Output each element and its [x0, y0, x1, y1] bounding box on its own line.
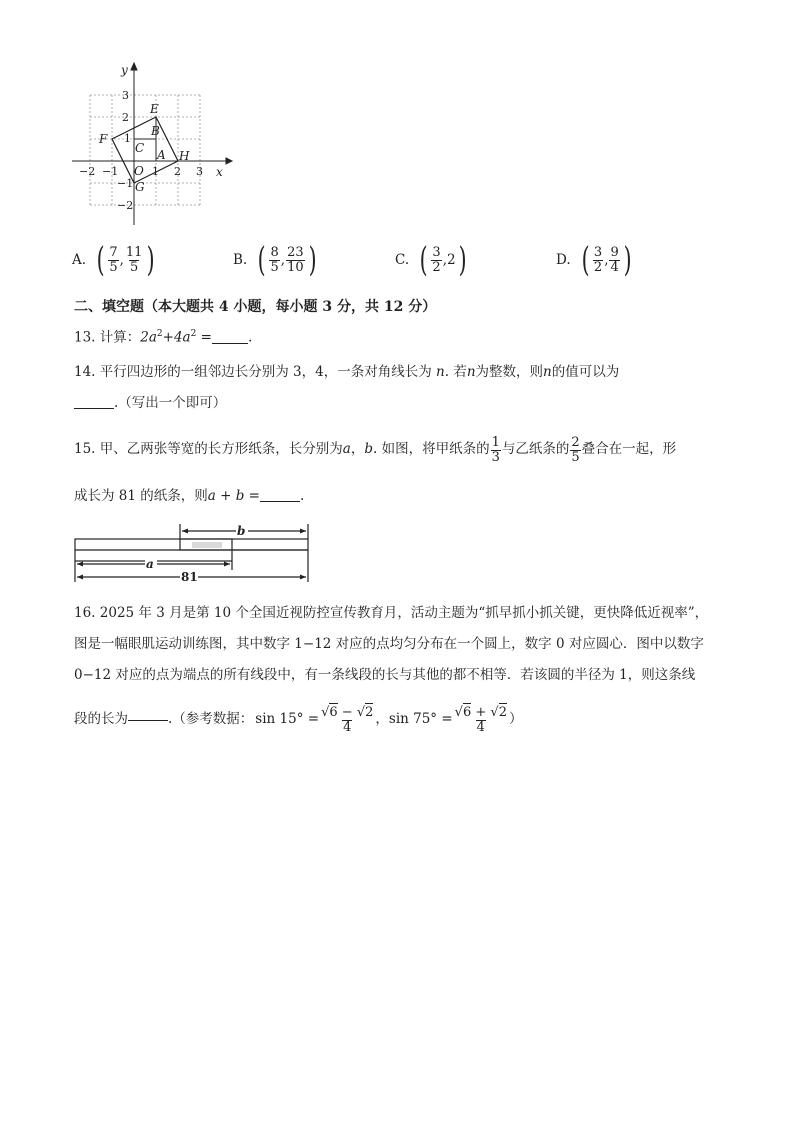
question-16-line3: 0−12 对应的点为端点的所有线段中，有一条线段的长与其他的都不相等．若该圆的半径为 1，则这条线	[74, 667, 696, 683]
option-label: C.	[395, 252, 410, 268]
point-f: F	[99, 132, 108, 146]
x-tick: −1	[102, 165, 119, 178]
x-tick: 1	[152, 165, 159, 178]
section-heading: 二、填空题（本大题共 4 小题，每小题 3 分，共 12 分）	[74, 299, 437, 315]
point-h: H	[179, 149, 190, 163]
question-14-line2: .（写出一个即可）	[74, 397, 226, 411]
y-tick: 1	[124, 132, 131, 145]
y-tick: 2	[122, 111, 129, 124]
label-a: a	[146, 557, 154, 571]
x-tick: 3	[196, 165, 203, 178]
question-16-line1: 16. 2025 年 3 月是第 10 个全国近视防控宣传教育月，活动主题为“抓早抓小抓关键，更快降低近视率”，	[74, 605, 709, 621]
y-axis-label: y	[121, 63, 128, 77]
answer-blank[interactable]	[260, 501, 300, 502]
y-tick: −2	[117, 199, 134, 212]
x-tick: 2	[174, 165, 181, 178]
answer-blank[interactable]	[212, 343, 248, 344]
origin-label: O	[134, 164, 144, 178]
point-b: B	[151, 124, 160, 138]
option-c[interactable]: C. ( $\frac{3}{2}$ , 2 )	[395, 240, 467, 280]
answer-blank[interactable]	[128, 720, 168, 721]
option-label: B.	[233, 252, 248, 268]
answer-blank[interactable]	[74, 408, 114, 409]
question-13: 13. 计算：$2a^2+4a^2$ = .	[74, 329, 253, 346]
option-label: A.	[72, 252, 87, 268]
label-b: b	[237, 524, 246, 538]
point-a: A	[157, 148, 166, 162]
question-16-line4: 段的长为 .（参考数据： sin 15° = $\frac{√6 - √2}{4}$ ， sin 75° = $\frac{√6 + √2}{4}$ ）	[74, 704, 523, 735]
x-tick: −2	[79, 165, 96, 178]
option-d[interactable]: D. ( $\frac{3}{2}$ , $\frac{9}{4}$ )	[556, 240, 632, 280]
question-16-line2: 图是一幅眼肌运动训练图，其中数字 1−12 对应的点均匀分布在一个圆上，数字 0 对应圆心．图中以数字	[74, 636, 704, 652]
coordinate-figure	[66, 60, 236, 230]
paper-strip-figure	[72, 520, 312, 586]
question-15-line2: 成长为 81 的纸条，则a + b = .	[74, 488, 305, 504]
option-b[interactable]: B. ( $\frac{8}{5}$ , $\frac{23}{10}$ )	[233, 240, 317, 280]
point-g: G	[135, 180, 145, 194]
option-a[interactable]: A. ( $\frac{7}{5}$ , $\frac{11}{5}$ )	[72, 240, 156, 280]
label-81: 81	[181, 570, 198, 584]
question-14-line1: 14. 平行四边形的一组邻边长分别为 3，4，一条对角线长为 n. 若n为整数，则n的值可以为	[74, 364, 620, 380]
option-label: D.	[556, 252, 571, 268]
y-tick: 3	[122, 89, 129, 102]
sin15-value: $\frac{√6 - √2}{4}$	[321, 704, 374, 735]
point-c: C	[135, 141, 145, 155]
quadrilateral-efgh	[112, 117, 178, 183]
question-15-line1: 15. 甲、乙两张等宽的长方形纸条，长分别为 a ， b . 如图，将甲纸条的 $\frac{1}{3}$ 与乙纸条的 $\frac{2}{5}$ 叠合在一起，形	[74, 434, 677, 465]
point-e: E	[150, 102, 159, 116]
sin75-value: $\frac{√6 + √2}{4}$	[454, 704, 507, 735]
y-tick: −1	[117, 177, 134, 190]
x-axis-label: x	[216, 165, 223, 179]
